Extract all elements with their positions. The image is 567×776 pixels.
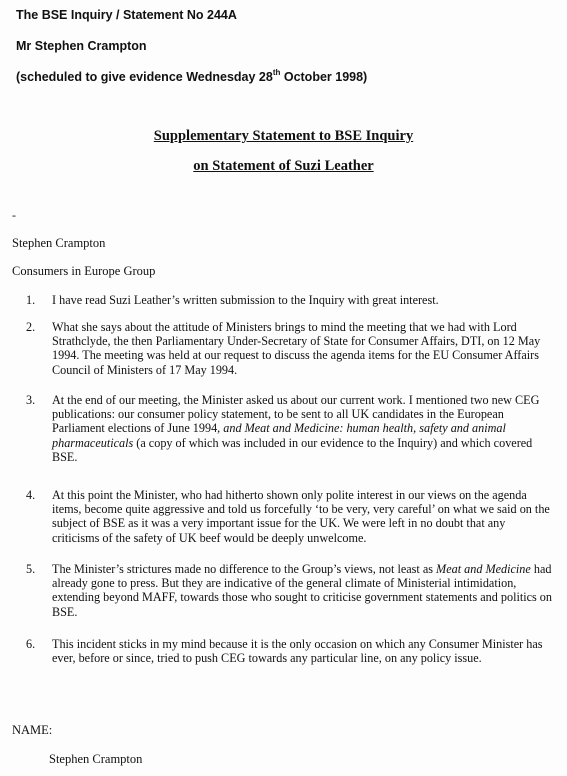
signatory-name: Stephen Crampton — [49, 752, 143, 766]
paragraph-2 — [26, 320, 556, 377]
paragraph-text: At the end of our meeting, the Minister asked us about our current work. I mentioned two new CEG publications: our consumer policy statement, to be sent to all UK candidates in the European Parliament elections of June 1994, and Meat and Medicine: human health, safety and animal pharmaceuticals (a copy of which was included in our evidence to the Inquiry) and which covered BSE. — [52, 393, 540, 464]
paragraph-text: The Minister’s strictures made no difference to the Group’s views, not least as Meat and Medicine had already gone to press. But they are indicative of the general climate of Ministerial intimidation, extending beyond MAFF, towards those who sought to criticise government statements and politics on BSE. — [52, 562, 552, 619]
document-title: Supplementary Statement to BSE Inquiry — [153, 128, 414, 144]
paragraph-text: I have read Suzi Leather’s written submission to the Inquiry with great interest. — [52, 293, 439, 307]
paragraph-number: 2. — [26, 320, 36, 334]
witness-name: Mr Stephen Crampton — [16, 39, 147, 53]
paragraph-number: 5. — [26, 562, 36, 576]
paragraph-3 — [26, 393, 556, 464]
statement-number: The BSE Inquiry / Statement No 244A — [16, 8, 237, 22]
paragraph-6 — [26, 637, 556, 665]
paragraph-text: At this point the Minister, who had hitherto shown only polite interest in our views on the agenda items, become quite aggressive and told us forcefully ‘to be very, very careful’ on what we said on the subject of BSE as it was a very important issue for the UK. We were left in no doubt that any criticisms of the safety of UK beef would be deeply unwelcome. — [52, 488, 550, 545]
paragraph-number: 1. — [26, 293, 36, 307]
document-subtitle: on Statement of Suzi Leather — [193, 158, 374, 174]
paragraph-number: 6. — [26, 637, 36, 651]
paragraph-1 — [26, 293, 556, 307]
dash-mark: - — [12, 208, 16, 222]
evidence-schedule: (scheduled to give evidence Wednesday 28th October 1998) — [16, 67, 368, 84]
paragraph-number: 3. — [26, 393, 36, 407]
paragraph-4 — [26, 488, 556, 545]
paragraph-text: This incident sticks in my mind because it is the only occasion on which any Consumer Minister has ever, before or since, tried to push CEG towards any particular line, on any policy issue. — [52, 637, 543, 666]
paragraph-5 — [26, 562, 556, 619]
author-name: Stephen Crampton — [12, 236, 106, 250]
name-label: NAME: — [12, 723, 53, 737]
paragraph-number: 4. — [26, 488, 36, 502]
paragraph-text: What she says about the attitude of Ministers brings to mind the meeting that we had with Lord Strathclyde, the then Parliamentary Under-Secretary of State for Consumer Affairs, DTI, on 12 May 1994. The meeting was held at our request to discuss the agenda items for the EU Consumer Affairs Council of Ministers of 17 May 1994. — [52, 320, 541, 377]
author-organisation: Consumers in Europe Group — [12, 264, 156, 278]
